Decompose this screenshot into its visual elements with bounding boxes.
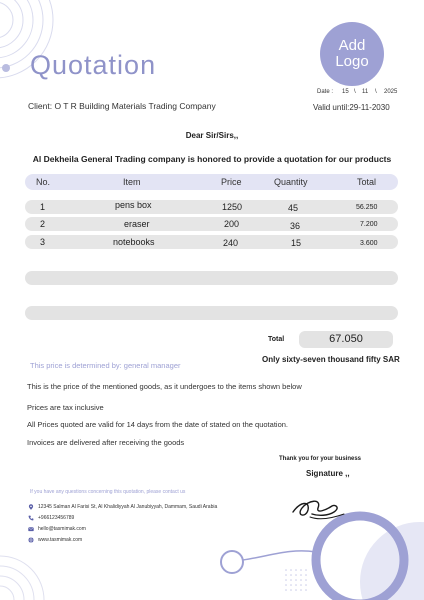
- client-name: Client: O T R Building Materials Trading Company: [28, 101, 216, 111]
- logo-text-line1: Add: [338, 37, 366, 54]
- email-icon: [28, 526, 34, 532]
- row-price: 1250: [222, 202, 243, 212]
- valid-until: Valid until:29-11-2030: [313, 103, 390, 112]
- contact-prompt: If you have any questions concerning this quotation, please contact us: [30, 489, 186, 495]
- email-text[interactable]: hello@tasmimak.com: [38, 526, 86, 532]
- date-separator: \: [354, 89, 356, 95]
- handwritten-signature: [288, 490, 348, 524]
- signature-label: Signature ,,: [306, 469, 350, 478]
- row-item: pens box: [115, 200, 152, 210]
- address-text: 12345 Salman Al Farisi St, Al Khalidiyyah Al Janubiyyah, Dammam, Saudi Arabia: [38, 504, 218, 510]
- table-row: [25, 235, 398, 249]
- empty-table-row: [25, 306, 398, 320]
- note-line: Prices are tax inclusive: [27, 403, 104, 412]
- logo-placeholder: [320, 22, 384, 86]
- row-quantity: 15: [291, 238, 302, 248]
- date-year: 2025: [384, 89, 398, 95]
- column-header-price: Price: [221, 177, 242, 187]
- row-quantity: 36: [290, 221, 301, 231]
- row-item: eraser: [124, 219, 150, 229]
- row-number: 2: [40, 219, 46, 229]
- column-header-item: Item: [123, 177, 141, 187]
- date-month: 11: [362, 89, 369, 95]
- date-label: Date :: [317, 89, 334, 95]
- table-row: [25, 217, 398, 231]
- total-value: 67.050: [299, 331, 393, 348]
- total-in-words: Only sixty-seven thousand fifty SAR: [262, 355, 400, 364]
- web-icon: [28, 537, 34, 543]
- website-text[interactable]: www.tasmimak.com: [38, 537, 83, 543]
- empty-table-row: [25, 271, 398, 285]
- contact-phone: [28, 515, 74, 521]
- row-number: 3: [40, 237, 46, 247]
- note-line: All Prices quoted are valid for 14 days from the date of stated on the quotation.: [27, 420, 288, 429]
- phone-icon: [28, 515, 34, 521]
- contact-email: [28, 526, 86, 532]
- row-price: 200: [224, 219, 240, 229]
- contact-address: [28, 504, 217, 510]
- price-determined-by: This price is determined by: general manager: [30, 361, 181, 370]
- total-label: Total: [268, 336, 285, 343]
- table-header-bar: [25, 174, 398, 190]
- row-quantity: 45: [288, 203, 299, 213]
- column-header-total: Total: [357, 177, 377, 187]
- note-line: This is the price of the mentioned goods, as it undergoes to the items shown below: [27, 382, 302, 391]
- location-icon: [28, 504, 34, 510]
- phone-text[interactable]: +966123456789: [38, 515, 75, 521]
- note-line: Invoices are delivered after receiving the goods: [27, 438, 185, 447]
- date-day: 15: [342, 89, 349, 95]
- table-row: [25, 200, 398, 214]
- document-title: Quotation: [30, 50, 157, 80]
- column-header-no: No.: [36, 177, 51, 187]
- contact-website: [28, 537, 82, 543]
- row-price: 240: [223, 238, 239, 248]
- date-separator: \: [375, 89, 377, 95]
- intro-text: Al Dekheila General Trading company is honored to provide a quotation for our products: [32, 154, 392, 164]
- row-item: notebooks: [113, 237, 155, 247]
- thank-you-text: Thank you for your business: [279, 456, 362, 462]
- row-total: 3.600: [360, 240, 378, 247]
- logo-text-line2: Logo: [335, 53, 369, 70]
- row-number: 1: [40, 202, 46, 212]
- row-total: 7.200: [360, 221, 378, 228]
- row-total: 56.250: [356, 204, 378, 211]
- greeting: Dear Sir/Sirs,,: [185, 131, 239, 140]
- column-header-quantity: Quantity: [274, 177, 308, 187]
